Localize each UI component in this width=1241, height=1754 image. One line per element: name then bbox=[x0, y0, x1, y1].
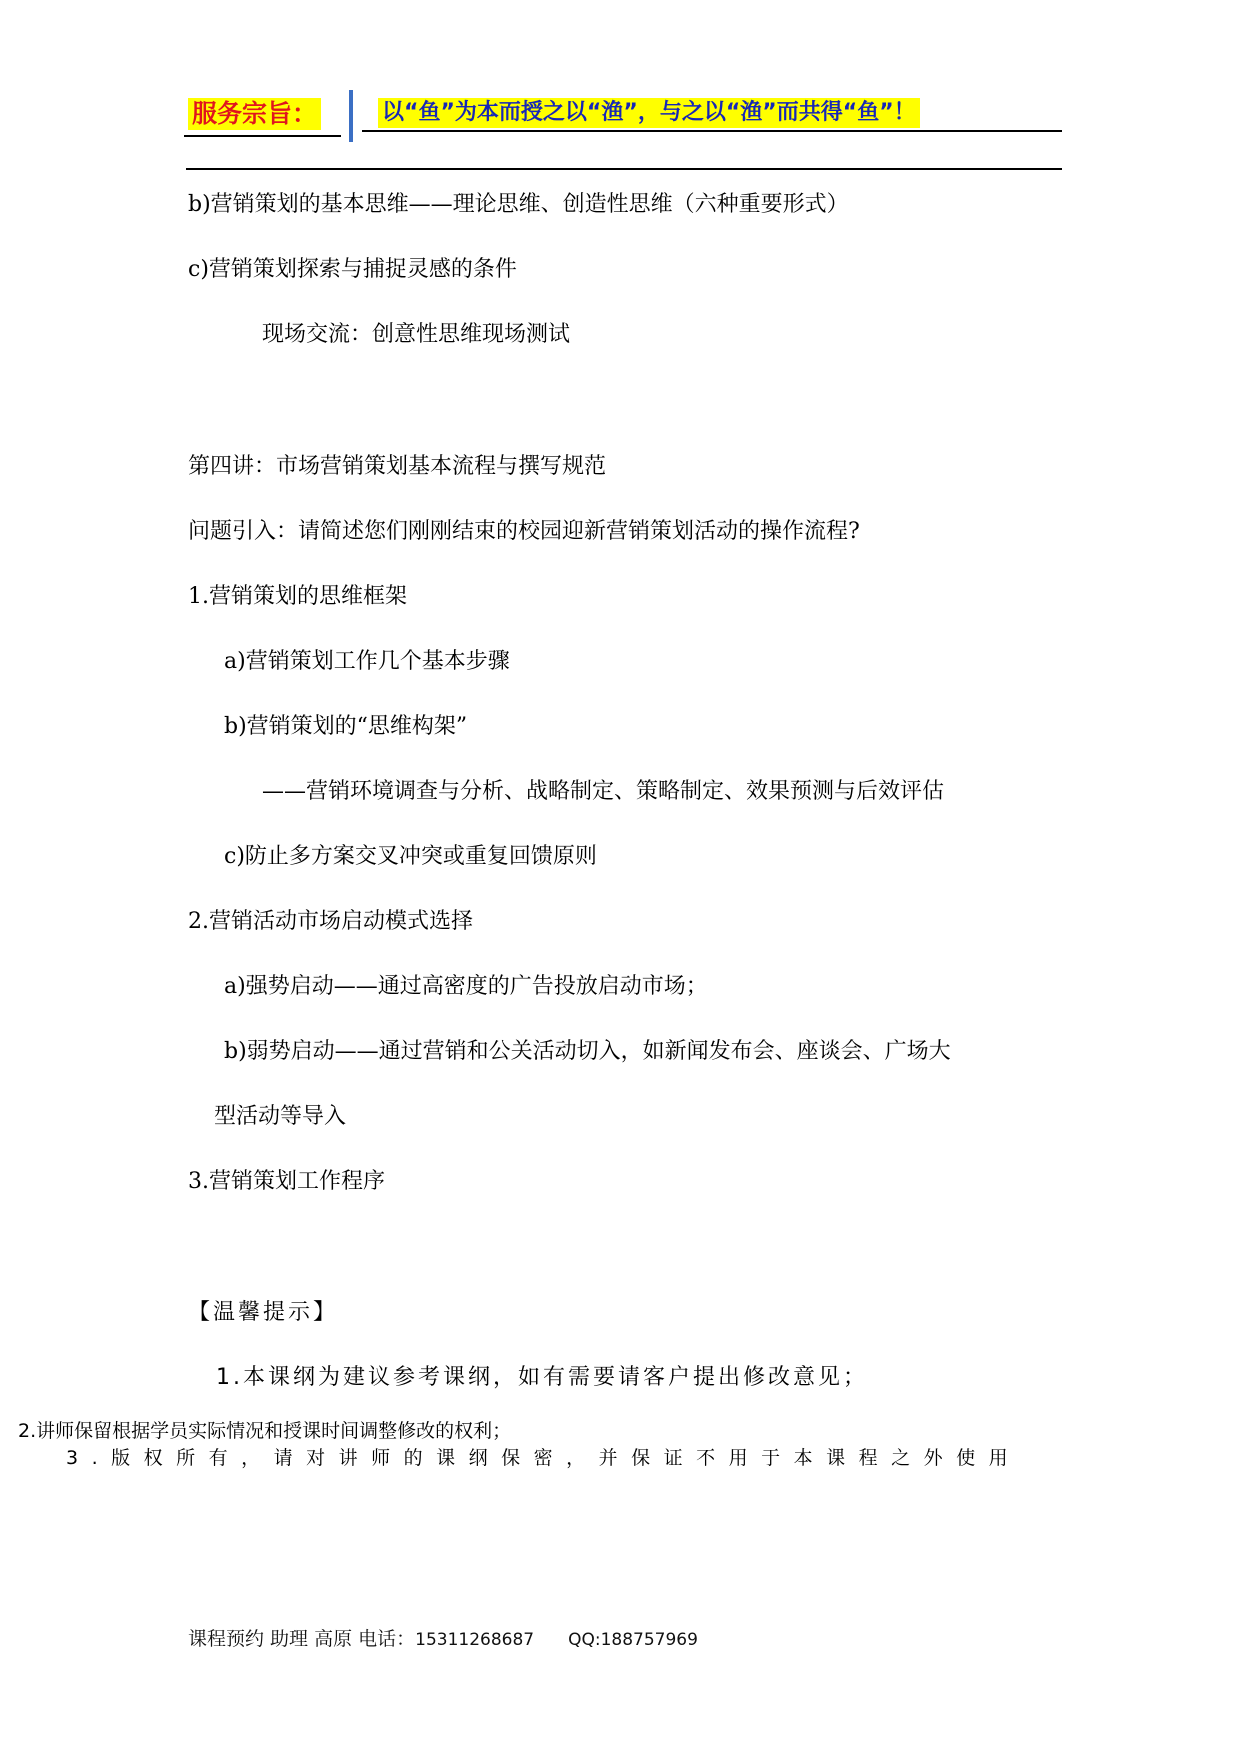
footer-contact-label: 课程预约 助理 高原 电话： bbox=[188, 1628, 416, 1650]
content-line: c)营销策划探索与捕捉灵感的条件 bbox=[188, 257, 517, 282]
section-heading: 2.营销活动市场启动模式选择 bbox=[188, 909, 473, 934]
motto-label-underline bbox=[184, 135, 341, 137]
content-line: b)营销策划的基本思维——理论思维、创造性思维（六种重要形式） bbox=[188, 192, 849, 217]
content-line: b)弱势启动——通过营销和公关活动切入，如新闻发布会、座谈会、广场大 bbox=[224, 1039, 951, 1064]
footer-qq: QQ:188757969 bbox=[568, 1630, 698, 1650]
tip-item: 2.讲师保留根据学员实际情况和授课时间调整修改的权利； bbox=[18, 1420, 512, 1442]
content-line: b)营销策划的“思维构架” bbox=[224, 714, 468, 739]
tip-item: 3.版权所有，请对讲师的课纲保密，并保证不用于本课程之外使用 bbox=[66, 1447, 1022, 1469]
content-line: c)防止多方案交叉冲突或重复回馈原则 bbox=[224, 844, 597, 869]
header-rule bbox=[186, 168, 1062, 170]
content-line: a)营销策划工作几个基本步骤 bbox=[224, 649, 510, 674]
content-line: ——营销环境调查与分析、战略制定、策略制定、效果预测与后效评估 bbox=[262, 779, 945, 804]
motto-text-underline bbox=[362, 130, 1062, 132]
content-line: 现场交流：创意性思维现场测试 bbox=[262, 322, 571, 347]
header-divider-bar bbox=[349, 90, 353, 142]
content-line: 型活动等导入 bbox=[214, 1104, 347, 1129]
tip-item: 1.本课纲为建议参考课纲，如有需要请客户提出修改意见； bbox=[216, 1365, 868, 1390]
motto-text: 以“鱼”为本而授之以“渔”，与之以“渔”而共得“鱼”！ bbox=[378, 98, 920, 128]
content-line: 问题引入：请简述您们刚刚结束的校园迎新营销策划活动的操作流程? bbox=[188, 519, 860, 544]
content-line: a)强势启动——通过高密度的广告投放启动市场； bbox=[224, 974, 708, 999]
motto-label: 服务宗旨： bbox=[188, 98, 321, 130]
footer-contact bbox=[188, 1626, 698, 1653]
tips-title: 【温馨提示】 bbox=[188, 1300, 339, 1325]
section-heading: 1.营销策划的思维框架 bbox=[188, 584, 407, 609]
lecture-heading: 第四讲：市场营销策划基本流程与撰写规范 bbox=[188, 454, 607, 479]
footer-phone: 15311268687 bbox=[415, 1630, 535, 1650]
section-heading: 3.营销策划工作程序 bbox=[188, 1169, 385, 1194]
